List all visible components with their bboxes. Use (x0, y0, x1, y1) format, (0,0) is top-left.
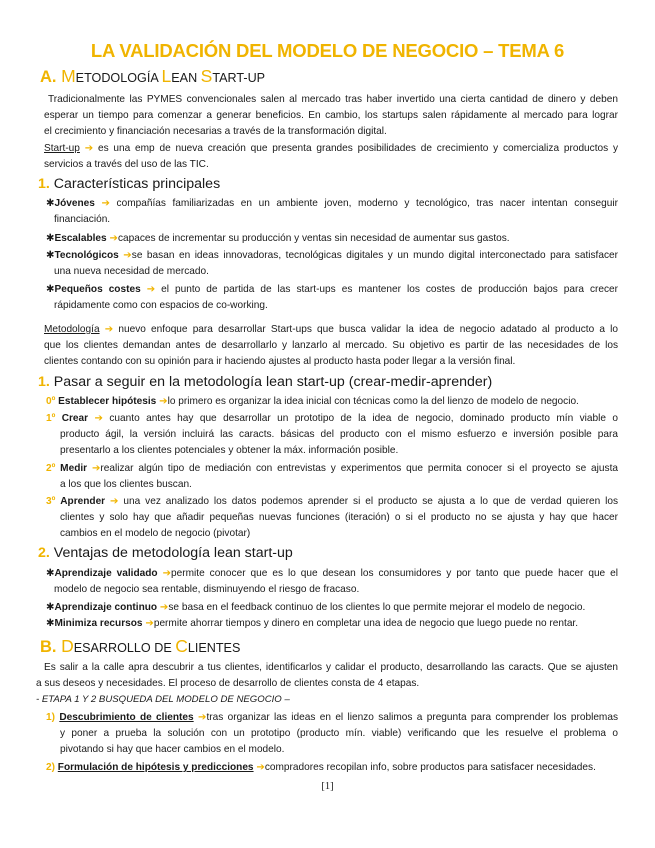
bullet-item: ✱Aprendizaje continuo ➔se basa en el feedback continuo de los clientes lo que permite mejorar el modelo de negocio. (46, 602, 586, 613)
subheading-ventajas: 2. Ventajas de metodología lean start-up (38, 545, 293, 561)
asterisk-icon: ✱ (46, 602, 55, 613)
step-item: 3º Aprender ➔ una vez analizado los datos podemos aprender si el producto se ajusta a lo que de verdad quieren los clientes y solo hay que añadir pequeñas nuevas funciones (iteración) o si el producto no se ajusta y hay que hacer cambios en el modelo de negocio (pivotar) (46, 496, 619, 539)
section-b-intro: Es salir a la calle apra descubrir a tus clientes, identificarlos y calidar el producto, desarrollando las caracts. Que se ajusten a sus deseos y necesidades. El proceso de desarrollo de clientes consta de 4 etapas. (36, 662, 618, 689)
asterisk-icon: ✱ (46, 250, 55, 261)
section-a-heading: A. METODOLOGÍA LEAN START-UP (40, 66, 266, 86)
subheading-pasos: 1. Pasar a seguir en la metodología lean start-up (crear-medir-aprender) (38, 374, 493, 390)
bullet-item: ✱Pequeños costes ➔ el punto de partida de las start-ups es mantener los costes de producción bajos para crecer rápidamente como con espacios de co-working. (46, 284, 618, 311)
bullet-item: ✱Jóvenes ➔ compañías familiarizadas en un ambiente joven, moderno y tecnológico, tras nacer intentan conseguir financiación. (46, 198, 618, 225)
step-item: 2º Medir ➔realizar algún tipo de mediación con entrevistas y experimentos que permita conocer si el proyecto se ajusta a los que los clientes buscan. (46, 463, 618, 490)
arrow-right-icon: ➔ (84, 143, 94, 154)
arrow-right-icon: ➔ (198, 712, 207, 723)
bullet-item: ✱Escalables ➔capaces de incrementar su producción y ventas sin necesidad de aumentar sus gastos. (46, 233, 510, 244)
startup-definition: Start-up ➔ es una emp de nueva creación que presenta grandes posibilidades de crecimiento y comercializa productos y servicios a través del uso de las TIC. (44, 143, 619, 170)
bullet-item: ✱Tecnológicos ➔se basan en ideas innovadoras, tecnológicas digitales y un mundo digital interconectado para satisfacer una nueva necesidad de mercado. (46, 250, 618, 277)
section-letter: A. (40, 68, 57, 86)
arrow-right-icon: ➔ (146, 284, 156, 295)
bullet-item: ✱Aprendizaje validado ➔permite conocer que es lo que desean los consumidores y por tanto que puede hacer que el modelo de negocio sea rentable, disminuyendo el riesgo de fracaso. (46, 568, 618, 595)
subheading-caracteristicas: 1. Características principales (38, 176, 221, 192)
intro-paragraph: Tradicionalmente las PYMES convencionales salen al mercado tras haber invertido una cierta cantidad de dinero y deben esperar un tiempo para comenzar a generar beneficios. En cambio, los startups salen rápidamente al mercado para lograr el crecimiento y financiación necesarias a través de la transformación digital. (44, 94, 618, 137)
step-item: 1º Crear ➔ cuanto antes hay que desarrollar un prototipo de la idea de negocio, dominado producto mín viable o producto ágil, la versión incluirá las caracts. básicas del producto con el mismo esfuerzo e inversión posible para presentarlo a los clientes potenciales y obtener la máx. información posible. (46, 413, 618, 456)
step-item: 1) Descubrimiento de clientes ➔tras organizar las ideas en el lienzo salimos a pregunta para comprender los problemas y poner a prueba la solución con un prototipo (producto mín. viable) verificando que les resuelve el problema o pivotando si hay que hacer cambios en el modelo. (46, 712, 618, 755)
step-item: 2) Formulación de hipótesis y predicciones ➔compradores recopilan info, sobre productos para satisfacer necesidades. (46, 762, 596, 773)
document-title: LA VALIDACIÓN DEL MODELO DE NEGOCIO – TEMA 6 (90, 40, 565, 61)
arrow-right-icon: ➔ (91, 463, 101, 474)
arrow-right-icon: ➔ (94, 413, 103, 424)
asterisk-icon: ✱ (46, 618, 55, 629)
arrow-right-icon: ➔ (109, 233, 118, 244)
asterisk-icon: ✱ (46, 284, 55, 295)
section-b-heading: B. DESARROLLO DE CLIENTES (40, 636, 241, 656)
arrow-right-icon: ➔ (104, 324, 114, 335)
arrow-right-icon: ➔ (101, 198, 110, 209)
asterisk-icon: ✱ (46, 233, 55, 244)
asterisk-icon: ✱ (46, 568, 55, 579)
arrow-right-icon: ➔ (145, 618, 154, 629)
arrow-right-icon: ➔ (162, 568, 172, 579)
arrow-right-icon: ➔ (159, 396, 168, 407)
metodologia-paragraph: Metodología ➔ nuevo enfoque para desarrollar Start-ups que busca validar la idea de negocio adatado al producto a lo que los clientes demandan antes de desarrollarlo y lanzarlo al mercado. Su objetivo es partir de las necesidades de los clientes contando con su opinión para ir haciendo ajustes al producto hasta poder llegar a la versión final. (44, 324, 618, 367)
arrow-right-icon: ➔ (110, 496, 119, 507)
page-number: [1] (321, 781, 334, 792)
asterisk-icon: ✱ (46, 198, 55, 209)
arrow-right-icon: ➔ (123, 250, 132, 261)
step-item: 0º Establecer hipótesis ➔lo primero es organizar la idea inicial con técnicas como la del lienzo de modelo de negocio. (46, 396, 579, 407)
arrow-right-icon: ➔ (159, 602, 169, 613)
bullet-item: ✱Minimiza recursos ➔permite ahorrar tiempos y dinero en completar una idea de negocio que luego puede no rentar. (46, 618, 579, 629)
etapa-line: - ETAPA 1 Y 2 BUSQUEDA DEL MODELO DE NEGOCIO – (36, 694, 290, 705)
arrow-right-icon: ➔ (256, 762, 265, 773)
